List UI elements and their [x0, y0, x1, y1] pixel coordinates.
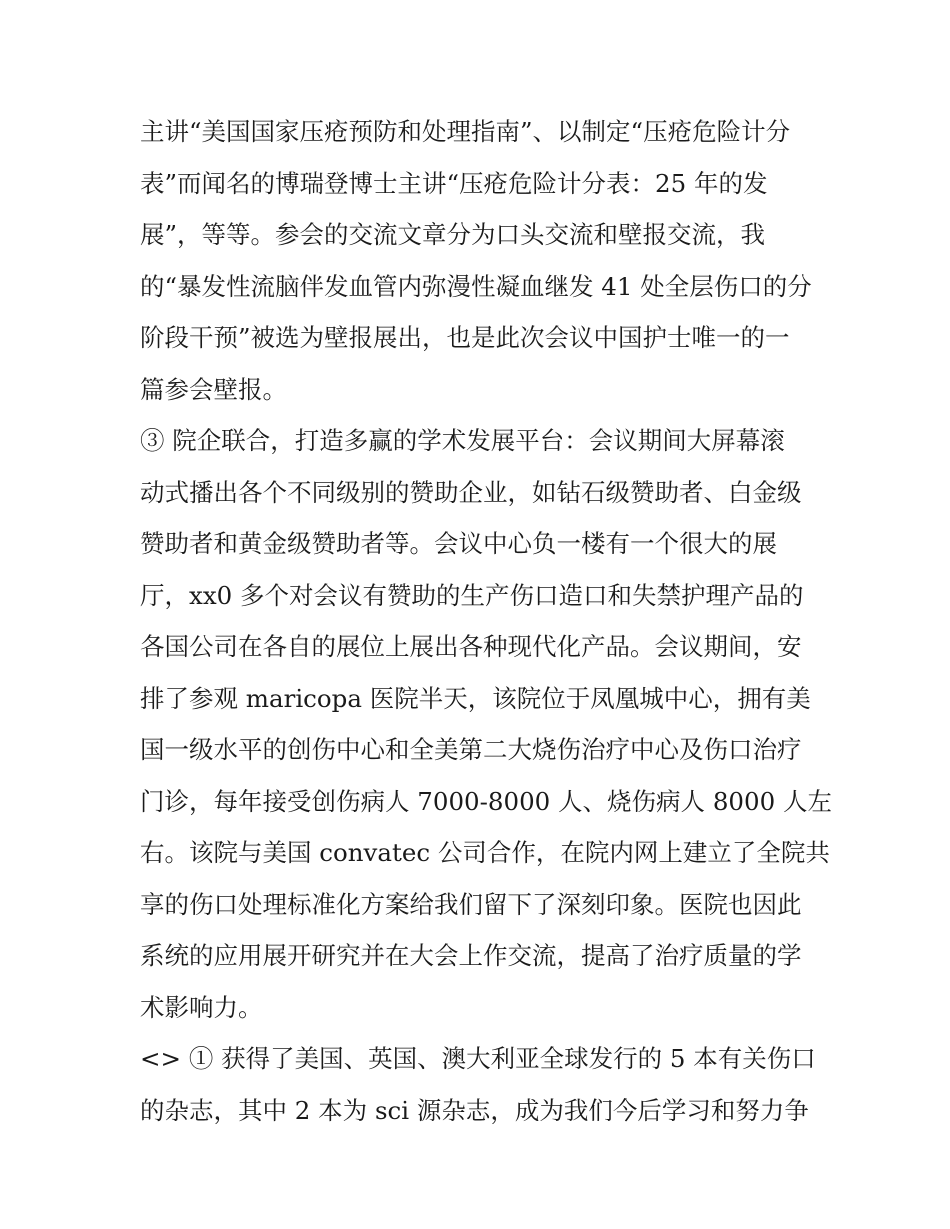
text-line: <> ① 获得了美国、英国、澳大利亚全球发行的 5 本有关伤口 [140, 1044, 816, 1073]
text-line: 各国公司在各自的展位上展出各种现代化产品。会议期间，安 [140, 632, 802, 661]
text-line: ③ 院企联合，打造多赢的学术发展平台：会议期间大屏幕滚 [140, 426, 785, 455]
text-line: 系统的应用展开研究并在大会上作交流，提高了治疗质量的学 [140, 941, 802, 970]
text-line: 享的伤口处理标准化方案给我们留下了深刻印象。医院也因此 [140, 889, 802, 919]
text-line: 主讲“美国国家压疮预防和处理指南”、以制定“压疮危险计分 [140, 117, 791, 146]
text-line: 厅，xx0 多个对会议有赞助的生产伤口造口和失禁护理产品的 [140, 580, 804, 610]
text-line: 右。该院与美国 convatec 公司合作，在院内网上建立了全院共 [140, 838, 830, 867]
text-line: 门诊，每年接受创伤病人 7000-8000 人、烧伤病人 8000 人左 [140, 786, 832, 816]
text-line: 的杂志，其中 2 本为 sci 源杂志，成为我们今后学习和努力争 [140, 1095, 809, 1125]
text-line: 国一级水平的创伤中心和全美第二大烧伤治疗中心及伤口治疗 [140, 735, 802, 764]
text-line: 展”，等等。参会的交流文章分为口头交流和壁报交流，我 [140, 220, 766, 249]
text-line: 的“暴发性流脑伴发血管内弥漫性凝血继发 41 处全层伤口的分 [140, 271, 812, 301]
text-line: 阶段干预”被选为壁报展出，也是此次会议中国护士唯一的一 [140, 323, 790, 352]
text-line: 表”而闻名的博瑞登博士主讲“压疮危险计分表：25 年的发 [140, 168, 768, 198]
text-line: 术影响力。 [140, 992, 263, 1022]
body-text [140, 106, 832, 1136]
text-line: 动式播出各个不同级别的赞助企业，如钻石级赞助者、白金级 [140, 477, 802, 507]
text-line: 排了参观 maricopa 医院半天，该院位于凤凰城中心，拥有美 [140, 683, 811, 713]
text-line: 篇参会壁报。 [140, 374, 287, 404]
text-line: 赞助者和黄金级赞助者等。会议中心负一楼有一个很大的展 [140, 529, 777, 558]
